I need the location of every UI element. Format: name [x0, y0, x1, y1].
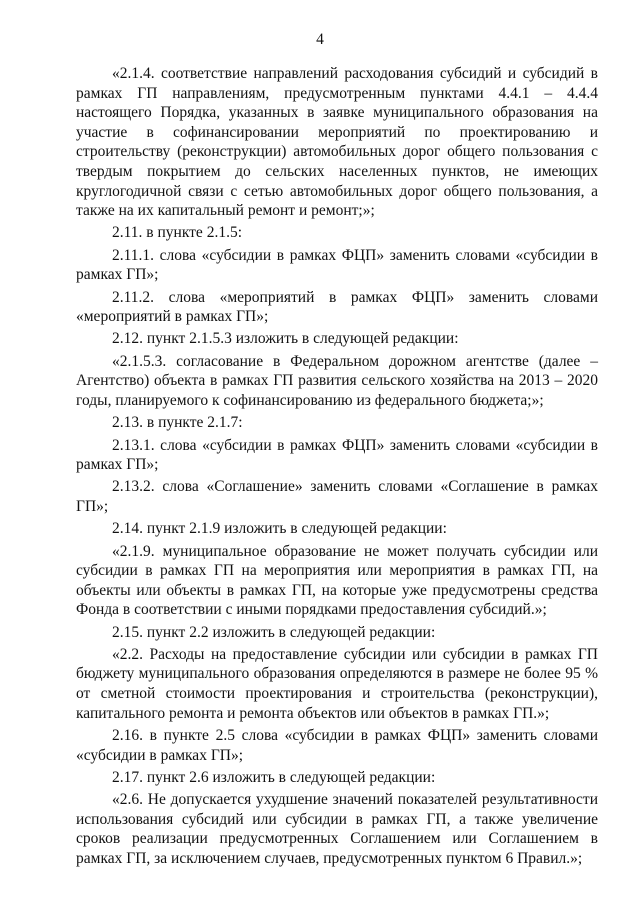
- paragraph-2-13-2: 2.13.2. слова «Соглашение» заменить словами «Соглашение в рамках ГП»;: [76, 478, 598, 515]
- paragraph-2-16: 2.16. в пункте 2.5 слова «субсидии в рамках ФЦП» заменить словами «субсидии в рамках ГП»;: [76, 726, 598, 764]
- paragraph-2-17: 2.17. пункт 2.6 изложить в следующей редакции:: [112, 768, 436, 786]
- paragraph-2-14: 2.14. пункт 2.1.9 изложить в следующей редакции:: [112, 520, 447, 538]
- paragraph-2-13: 2.13. в пункте 2.1.7:: [112, 414, 243, 432]
- paragraph-2-12: 2.12. пункт 2.1.5.3 изложить в следующей редакции:: [112, 330, 459, 348]
- paragraph-2-1-5-3-text: «2.1.5.3. согласование в Федеральном дорожном агентстве (далее – Агентство) объекта в рамках ГП развития сельского хозяйства на 2013 – 2020 годы, планируемого к софинансированию из федерального бюджета;»;: [76, 352, 598, 409]
- paragraph-2-11: 2.11. в пункте 2.1.5:: [112, 224, 242, 242]
- paragraph-2-15: 2.15. пункт 2.2 изложить в следующей редакции:: [112, 623, 436, 641]
- document-body: [76, 64, 598, 871]
- paragraph-2-11-1: 2.11.1. слова «субсидии в рамках ФЦП» заменить словами «субсидии в рамках ГП»;: [76, 246, 598, 284]
- paragraph-2-11-2: 2.11.2. слова «мероприятий в рамках ФЦП» заменить словами «мероприятий в рамках ГП»;: [76, 288, 598, 326]
- paragraph-2-1-4-text: «2.1.4. соответствие направлений расходования субсидий и субсидий в рамках ГП направлениям, предусмотренным пунктами 4.4.1 – 4.4.4 настоящего Порядка, указанных в заявке муниципального образования на участие в софинансировании мероприятий по проектированию и строительству (реконструкции) автомобильных дорог общего пользования с твердым покрытием до сельских населенных пунктов, не имеющих круглогодичной связи с сетью автомобильных дорог общего пользования, а также на их капитальный ремонт и ремонт;»;: [76, 65, 598, 220]
- paragraph-2-1-9-text: «2.1.9. муниципальное образование не может получать субсидии или субсидии в рамках ГП на мероприятия или мероприятия в рамках ГП, на объекты или объекты в рамках ГП, на которые уже предусмотрены средства Фонда в соответствии с иными порядками предоставления субсидий.»;: [76, 542, 598, 619]
- paragraph-2-2-text: «2.2. Расходы на предоставление субсидии или субсидии в рамках ГП бюджету муниципального образования определяются в размере не более 95 % от сметной стоимости проектирования и строительства (реконструкции), капитального ремонта и ремонта объектов или объектов в рамках ГП.»;: [76, 645, 598, 722]
- page-number: 4: [316, 31, 324, 48]
- paragraph-2-6-text: «2.6. Не допускается ухудшение значений показателей результативности использования субсидий или субсидии в рамках ГП, а также увеличение сроков реализации предусмотренных Соглашением или Соглашением в рамках ГП, за исключением случаев, предусмотренных пунктом 6 Правил.»;: [76, 791, 598, 867]
- paragraph-2-13-1: 2.13.1. слова «субсидии в рамках ФЦП» заменить словами «субсидии в рамках ГП»;: [76, 436, 598, 474]
